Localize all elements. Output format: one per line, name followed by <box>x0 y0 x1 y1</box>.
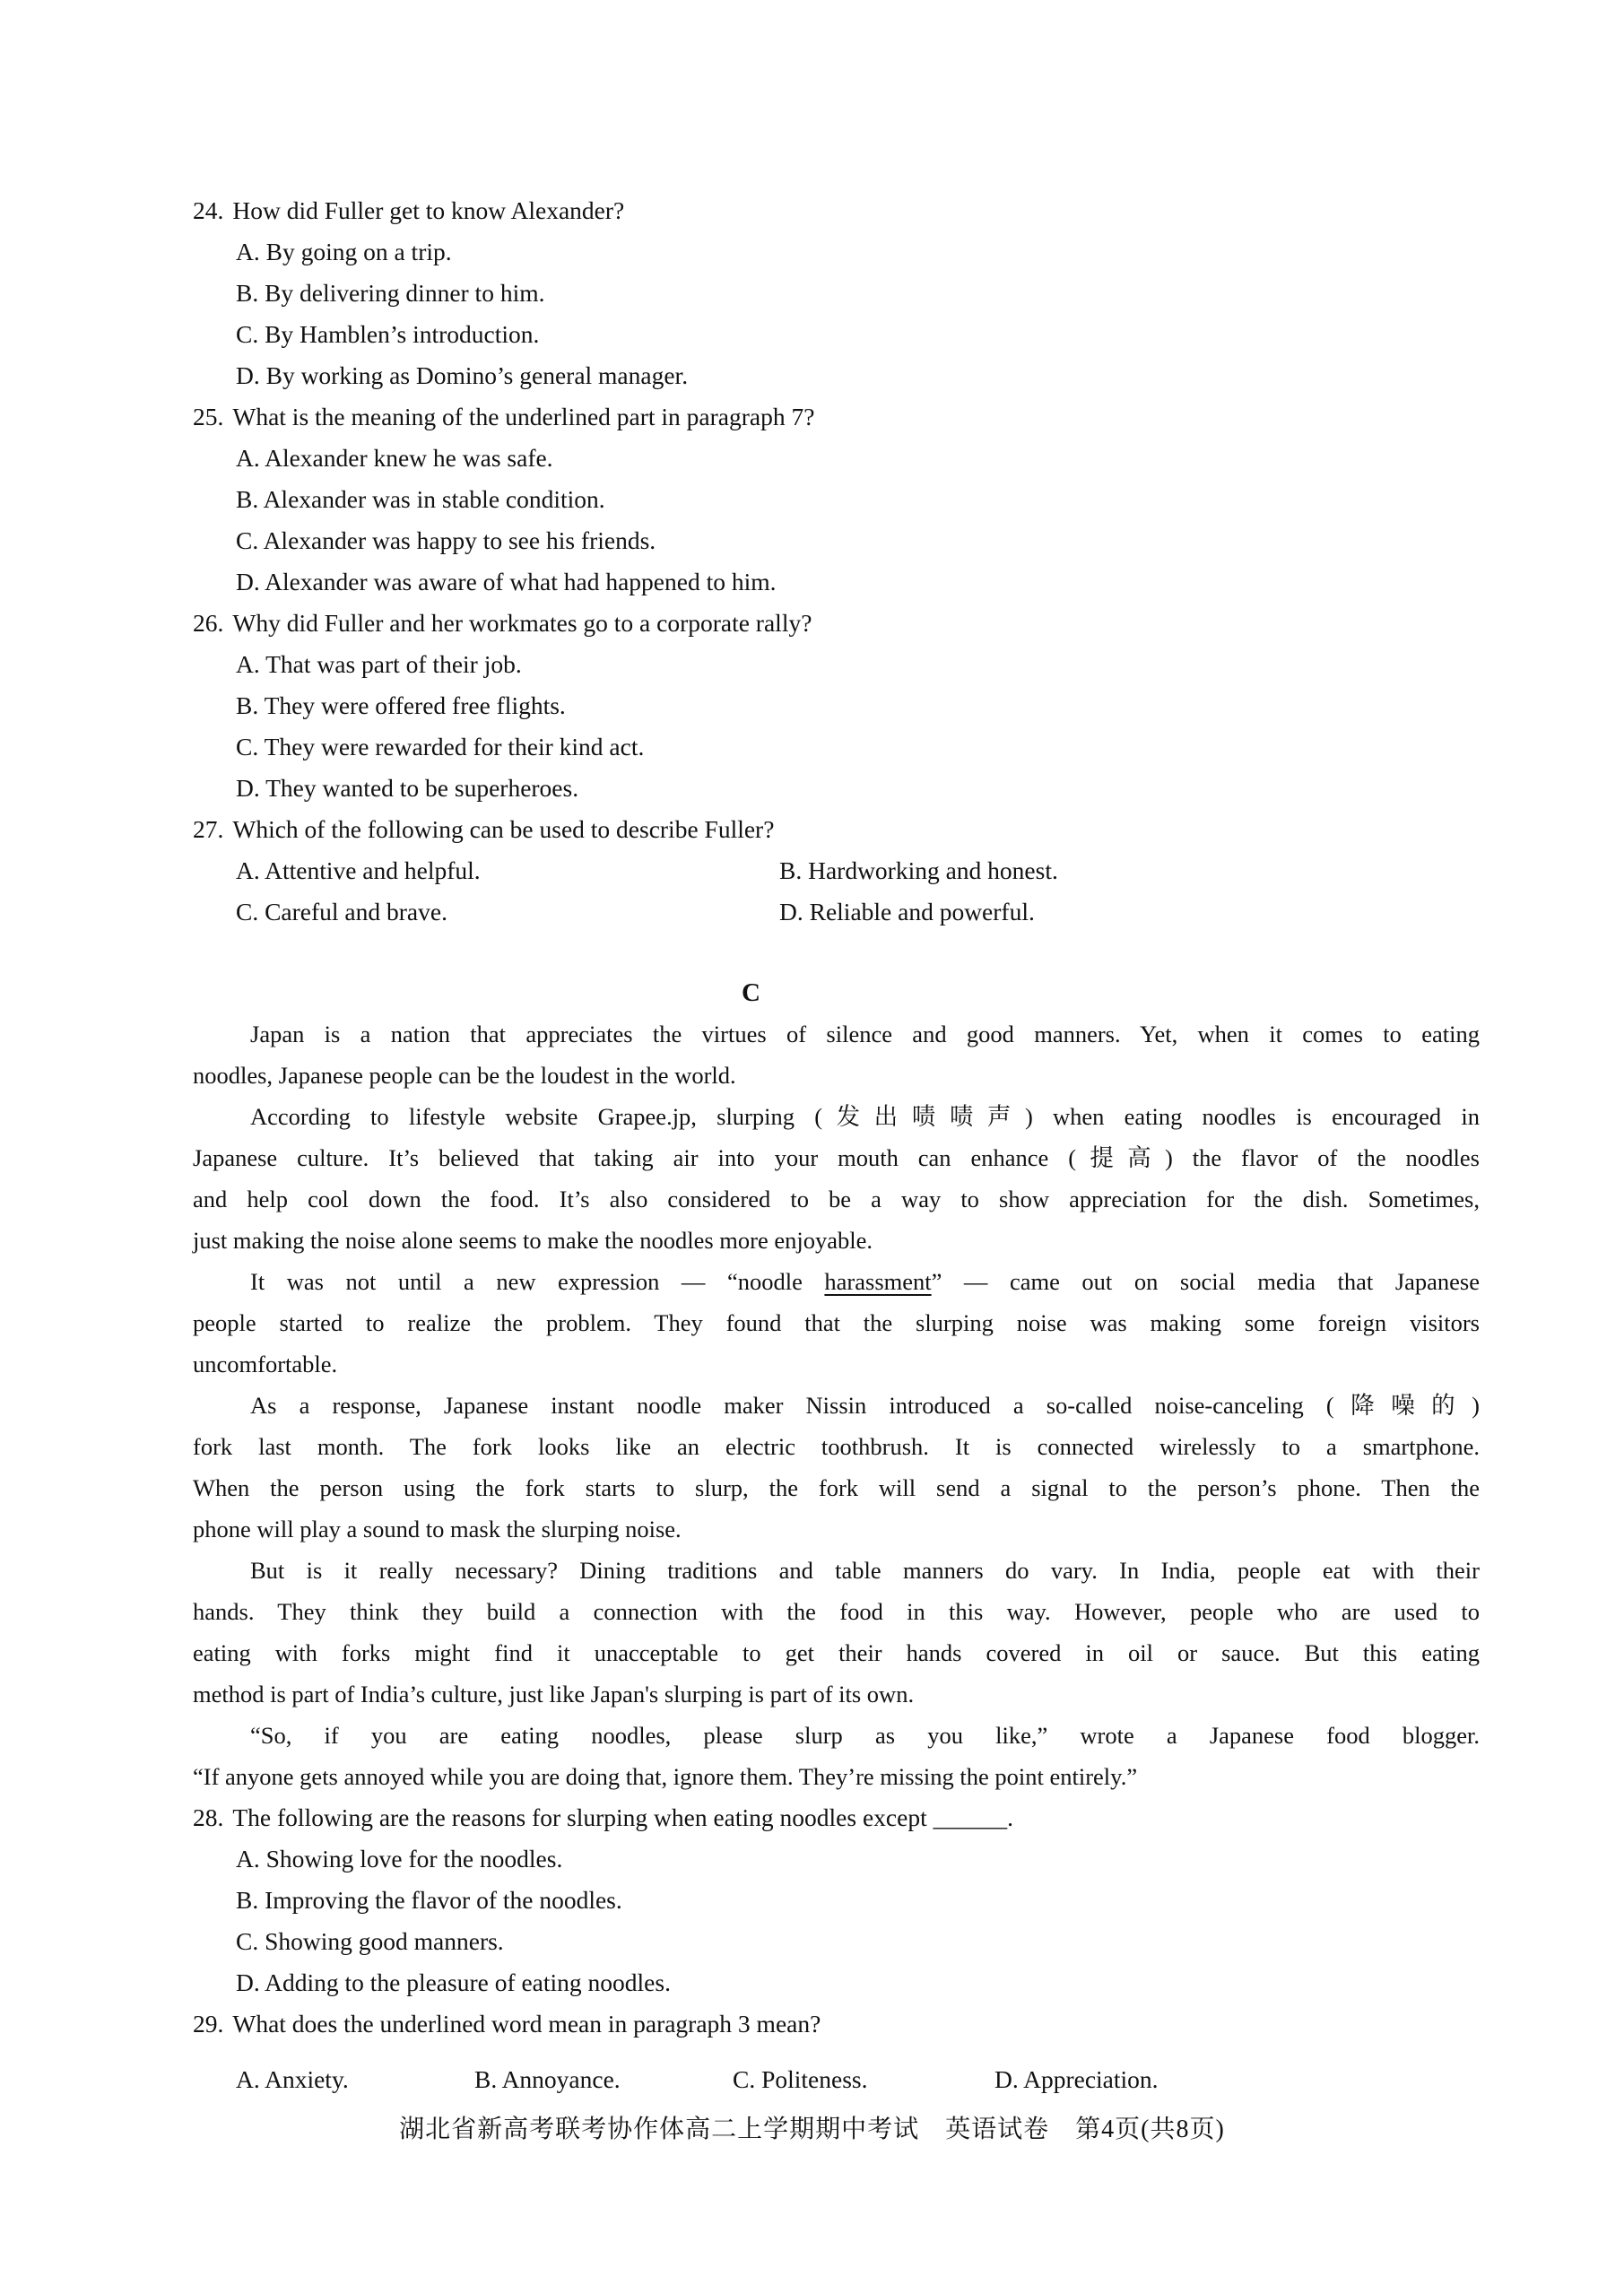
passage-p3-line-1 <box>193 1261 1480 1302</box>
page-content <box>193 190 1480 2100</box>
passage-p3-post: ” — came out on social media that Japanese <box>931 1268 1480 1295</box>
question-24-stem <box>193 190 1480 231</box>
question-24-option-a: A. By going on a trip. <box>236 238 452 265</box>
question-29-text: What does the underlined word mean in paragraph 3 mean? <box>232 2010 821 2038</box>
question-27-option-b: B. Hardworking and honest. <box>779 856 1058 884</box>
passage-p5-line-4: method is part of India’s culture, just like Japan's slurping is part of its own. <box>193 1681 915 1707</box>
page-footer: 湖北省新高考联考协作体高二上学期期中考试 英语试卷 第4页(共8页) <box>399 2116 1225 2143</box>
question-28-option-d: D. Adding to the pleasure of eating noodles. <box>236 1968 671 1996</box>
question-28-option-b: B. Improving the flavor of the noodles. <box>236 1886 622 1914</box>
question-29-options-row <box>193 2059 1480 2100</box>
question-26-option-a: A. That was part of their job. <box>236 650 522 678</box>
passage-p2-line-2: Japanese culture. It’s believed that taking air into your mouth can enhance (提高) the flavor of the noodles <box>193 1144 1480 1171</box>
question-28-number: 28. <box>193 1803 224 1831</box>
passage-p2-line-4: just making the noise alone seems to make the noodles more enjoyable. <box>193 1227 873 1254</box>
question-27-text: Which of the following can be used to describe Fuller? <box>232 815 775 843</box>
question-25-stem <box>193 396 1480 438</box>
question-29-option-d: D. Appreciation. <box>994 2065 1159 2093</box>
question-26-option-b: B. They were offered free flights. <box>236 691 566 719</box>
passage-p1-line-2: noodles, Japanese people can be the loudest in the world. <box>193 1062 736 1089</box>
question-25-option-c: C. Alexander was happy to see his friends. <box>236 526 656 554</box>
question-25-number: 25. <box>193 403 224 430</box>
passage-p3-line-3: uncomfortable. <box>193 1351 338 1377</box>
passage-p4-line-1: As a response, Japanese instant noodle maker Nissin introduced a so-called noise-canceling (降噪的) <box>250 1392 1480 1419</box>
question-27-option-d: D. Reliable and powerful. <box>779 898 1035 925</box>
passage-p5-line-1: But is it really necessary? Dining traditions and table manners do vary. In India, people eat with their <box>250 1557 1480 1584</box>
question-28-stem <box>193 1797 1480 1838</box>
question-29-stem <box>193 2003 1480 2045</box>
passage-p2-line-3: and help cool down the food. It’s also considered to be a way to show appreciation for the dish. Sometimes, <box>193 1186 1480 1212</box>
question-24-option-d: D. By working as Domino’s general manager. <box>236 361 689 389</box>
question-24-text: How did Fuller get to know Alexander? <box>232 196 625 224</box>
passage-p3-line-2: people started to realize the problem. They found that the slurping noise was making some foreign visitors <box>193 1309 1480 1336</box>
passage-p4-line-2: fork last month. The fork looks like an electric toothbrush. It is connected wirelessly to a smartphone. <box>193 1433 1480 1460</box>
question-25-option-b: B. Alexander was in stable condition. <box>236 485 605 513</box>
question-29-option-b: B. Annoyance. <box>474 2065 621 2093</box>
underlined-word-harassment: harassment <box>824 1268 932 1295</box>
question-29-option-a: A. Anxiety. <box>236 2065 349 2093</box>
question-29-number: 29. <box>193 2010 224 2038</box>
question-24-option-b: B. By delivering dinner to him. <box>236 279 545 307</box>
question-28-option-a: A. Showing love for the noodles. <box>236 1845 563 1873</box>
passage-p6-line-2: “If anyone gets annoyed while you are doing that, ignore them. They’re missing the point entirely.” <box>193 1763 1138 1790</box>
question-24-number: 24. <box>193 196 224 224</box>
question-29-option-c: C. Politeness. <box>733 2065 868 2093</box>
question-27-options-row-1 <box>193 850 1480 891</box>
passage-p1-line-1: Japan is a nation that appreciates the virtues of silence and good manners. Yet, when it comes to eating <box>250 1021 1480 1047</box>
question-28-text: The following are the reasons for slurping when eating noodles except ______. <box>232 1803 1013 1831</box>
passage-p5-line-2: hands. They think they build a connection with the food in this way. However, people who are used to <box>193 1598 1480 1625</box>
question-27-option-c: C. Careful and brave. <box>236 898 447 925</box>
question-25-text: What is the meaning of the underlined part in paragraph 7? <box>232 403 815 430</box>
question-25-option-d: D. Alexander was aware of what had happened to him. <box>236 568 777 595</box>
question-27-options-row-2 <box>193 891 1480 933</box>
passage-p4-line-3: When the person using the fork starts to slurp, the fork will send a signal to the person’s phone. Then the <box>193 1474 1480 1501</box>
question-26-stem <box>193 603 1480 644</box>
question-27-option-a: A. Attentive and helpful. <box>236 856 481 884</box>
question-26-number: 26. <box>193 609 224 637</box>
question-25-option-a: A. Alexander knew he was safe. <box>236 444 553 472</box>
question-28-option-c: C. Showing good manners. <box>236 1927 504 1955</box>
passage-p3-pre: It was not until a new expression — “noodle <box>250 1268 825 1295</box>
passage-p5-line-3: eating with forks might find it unacceptable to get their hands covered in oil or sauce. But this eating <box>193 1639 1480 1666</box>
passage-p4-line-4: phone will play a sound to mask the slurping noise. <box>193 1516 682 1542</box>
question-26-option-d: D. They wanted to be superheroes. <box>236 774 579 802</box>
passage-p2-line-1: According to lifestyle website Grapee.jp, slurping (发出啧啧声) when eating noodles is encouraged in <box>250 1103 1480 1130</box>
question-27-number: 27. <box>193 815 224 843</box>
section-c-heading: C <box>742 978 760 1007</box>
question-26-text: Why did Fuller and her workmates go to a corporate rally? <box>232 609 812 637</box>
question-24-option-c: C. By Hamblen’s introduction. <box>236 320 540 348</box>
question-27-stem <box>193 809 1480 850</box>
passage-p6-line-1: “So, if you are eating noodles, please slurp as you like,” wrote a Japanese food blogger. <box>250 1722 1480 1749</box>
question-26-option-c: C. They were rewarded for their kind act. <box>236 733 645 760</box>
